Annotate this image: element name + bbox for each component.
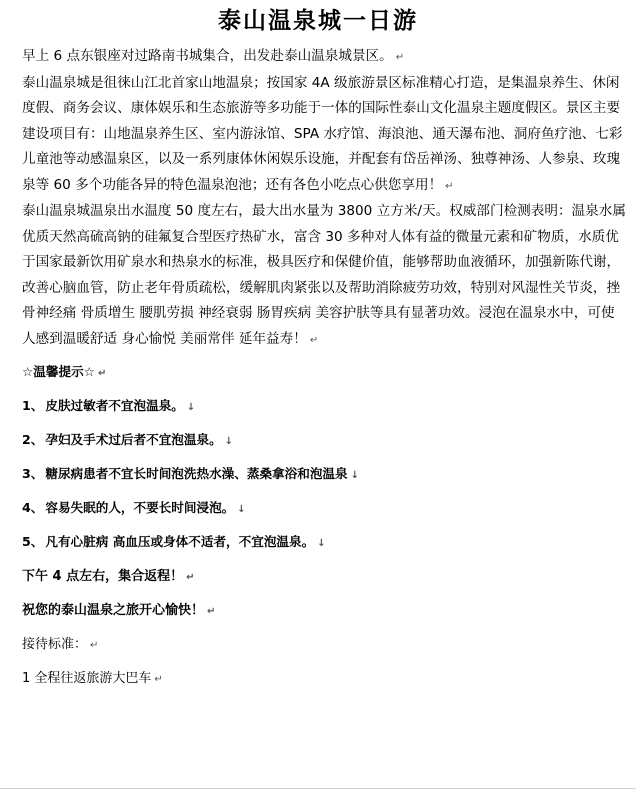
tips-heading-text: ☆温馨提示☆ — [22, 364, 95, 379]
tips-heading — [22, 363, 628, 383]
tip-text: 凡有心脏病 高血压或身体不适者，不宜泡温泉。 — [45, 534, 315, 549]
tip-number: 2、 — [22, 432, 44, 447]
paragraph-mark-icon: ↵ — [154, 674, 163, 685]
paragraph-assembly-text: 早上 6 点东银座对过路南书城集合，出发赴泰山温泉城景区。 — [22, 48, 393, 64]
tip-item-5 — [22, 533, 628, 553]
paragraph-water — [22, 199, 628, 353]
line-break-icon: ↓ — [237, 504, 246, 515]
standards-item-text: 1 全程往返旅游大巴车 — [22, 671, 152, 686]
wish-line — [22, 602, 628, 621]
return-note-text: 下午 4 点左右，集合返程！ — [22, 569, 184, 584]
tip-item-4 — [22, 499, 628, 519]
paragraph-mark-icon: ↵ — [90, 640, 99, 651]
paragraph-water-text: 泰山温泉城温泉出水温度 50 度左右，最大出水量为 3800 立方米/天。权威部门检测表明：温泉水属优质天然高硫高钠的硅氟复合型医疗热矿水，富含 30 多种对人体有益的微量元素和矿物质，水质优于国家最新饮用矿泉水和热泉水的标准，极具医疗和保健价值，能够帮助血液循环，加强新陈代谢，改善心脑血管，防止老年骨质疏松，缓解肌肉紧张以及帮助消除疲劳功效，特别对风湿性关节炎，挫骨神经痛 骨质增生 腰肌劳损 神经衰弱 肠胃疾病 美容护肤等具有显著功效。浸泡在温泉水中，可使人感到温暖舒适 身心愉悦 美丽常伴 延年益寿！ — [22, 203, 626, 347]
tip-item-2 — [22, 431, 628, 451]
tip-text: 孕妇及手术过后者不宜泡温泉。 — [45, 432, 222, 447]
paragraph-mark-icon: ↵ — [207, 606, 216, 617]
line-break-icon: ↓ — [317, 538, 326, 549]
tip-number: 1、 — [22, 398, 44, 413]
standards-label — [22, 636, 628, 655]
tip-number: 5、 — [22, 534, 44, 549]
tip-text: 皮肤过敏者不宜泡温泉。 — [45, 398, 184, 413]
paragraph-intro-text: 泰山温泉城是徂徕山江北首家山地温泉；按国家 4A 级旅游景区标准精心打造，是集温泉养生、休闲度假、商务会议、康体娱乐和生态旅游等多功能于一体的国际性泰山文化温泉主题度假区。景区主要建设项目有：山地温泉养生区、室内游泳馆、SPA 水疗馆、海浪池、通天瀑布池、洞府鱼疗池、七彩儿童池等动感温泉区，以及一系列康体休闲娱乐设施，并配套有岱岳禅汤、独尊神汤、人参泉、玫瑰泉等 60 多个功能各异的特色温泉泡池；还有各色小吃点心供您享用！ — [22, 74, 623, 193]
standards-label-text: 接待标准： — [22, 637, 88, 652]
document-title: 泰山温泉城一日游 — [218, 7, 418, 34]
paragraph-mark-icon: ↵ — [395, 52, 405, 63]
line-break-icon: ↓ — [186, 402, 196, 413]
tip-item-1 — [22, 397, 628, 417]
paragraph-mark-icon: ↵ — [186, 572, 195, 583]
page-bottom-rule — [0, 788, 636, 789]
line-break-icon: ↓ — [224, 436, 234, 447]
tip-item-3 — [22, 465, 628, 485]
tip-text: 糖尿病患者不宜长时间泡洗热水澡、蒸桑拿浴和泡温泉 — [45, 466, 348, 481]
paragraph-mark-icon: ↵ — [309, 334, 319, 346]
wish-text: 祝您的泰山温泉之旅开心愉快！ — [22, 603, 205, 618]
line-break-icon: ↓ — [350, 470, 359, 481]
paragraph-mark-icon: ↵ — [445, 180, 454, 192]
paragraph-intro — [22, 71, 628, 200]
paragraph-mark-icon: ↵ — [97, 368, 107, 379]
standards-item-1 — [22, 670, 628, 689]
tip-number: 4、 — [22, 500, 44, 515]
tip-number: 3、 — [22, 466, 44, 481]
tip-text: 容易失眠的人，不要长时间浸泡。 — [45, 500, 235, 515]
paragraph-assembly — [22, 44, 628, 71]
return-note — [22, 568, 628, 587]
